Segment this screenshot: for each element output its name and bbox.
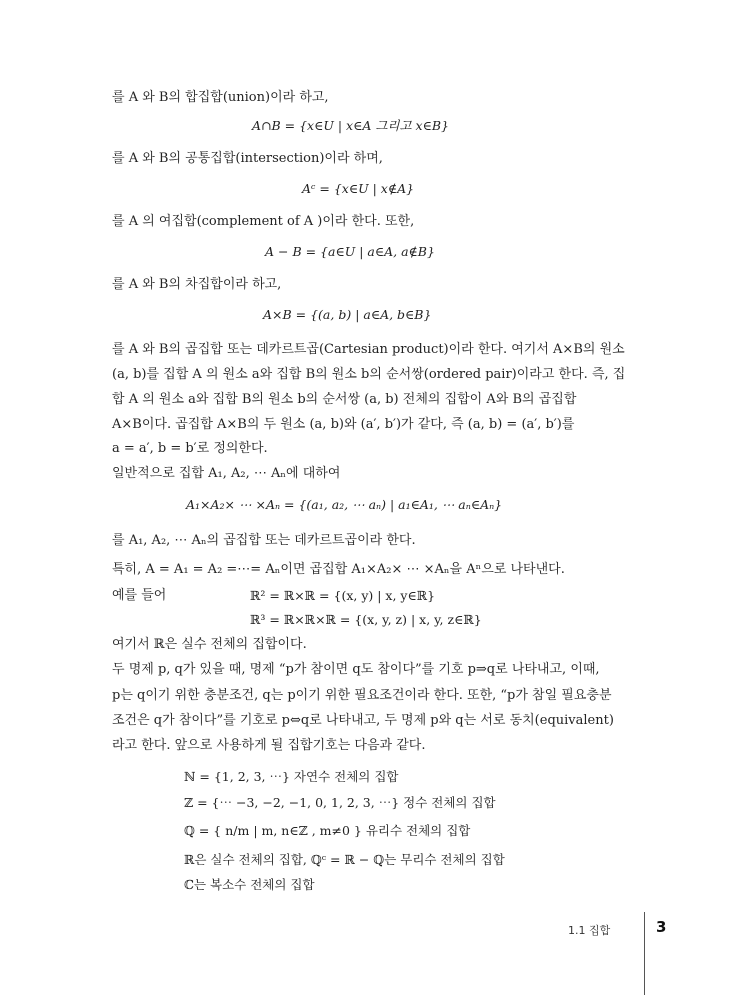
text-line-define: a = a′, b = b′로 정의한다.	[112, 441, 268, 456]
text-line-intersection: 를 A 와 B의 공통집합(intersection)이라 하며,	[112, 151, 383, 166]
text-line-product-def: 합 A 의 원소 a와 집합 B의 원소 b의 순서쌍 (a, b) 전체의 집합이 A와 B의 곱집합	[112, 392, 577, 407]
footer-divider	[644, 912, 645, 995]
section-label: 1.1 집합	[568, 924, 611, 937]
text-line-conditions: p는 q이기 위한 충분조건, q는 p이기 위한 필요조건이라 한다. 또한, “p가 참일 필요충분	[112, 688, 612, 703]
text-line-complement: 를 A 의 여집합(complement of A )이라 한다. 또한,	[112, 214, 415, 229]
equation-product: A×B = {(a, b) | a∈A, b∈B}	[263, 307, 432, 322]
text-line-power: 특히, A = A₁ = A₂ =⋯= Aₙ이면 곱집합 A₁×A₂× ⋯ ×Aₙ을 Aⁿ으로 나타낸다.	[112, 562, 565, 577]
text-line-equality: A×B이다. 곱집합 A×B의 두 원소 (a, b)와 (a′, b′)가 같다, 즉 (a, b) = (a′, b′)를	[112, 417, 575, 432]
text-line-ordered-pair: (a, b)를 집합 A 의 원소 a와 집합 B의 원소 b의 순서쌍(ordered pair)이라고 한다. 즉, 집	[112, 367, 626, 382]
text-line-reals: 여기서 ℝ은 실수 전체의 집합이다.	[112, 637, 307, 652]
set-reals-irrationals: ℝ은 실수 전체의 집합, ℚᶜ = ℝ − ℚ는 무리수 전체의 집합	[184, 852, 505, 867]
text-line-example: 예를 들어	[112, 588, 167, 603]
text-line-symbols: 라고 한다. 앞으로 사용하게 될 집합기호는 다음과 같다.	[112, 738, 426, 753]
text-line-n-product: 를 A₁, A₂, ⋯ Aₙ의 곱집합 또는 데카르트곱이라 한다.	[112, 533, 416, 548]
page-number: 3	[656, 918, 667, 936]
equation-n-product: A₁×A₂× ⋯ ×Aₙ = {(a₁, a₂, ⋯ aₙ) | a₁∈A₁, ⋯ aₙ∈Aₙ}	[186, 497, 503, 512]
set-complex: ℂ는 복소수 전체의 집합	[184, 877, 315, 892]
set-integers: ℤ = {⋯ −3, −2, −1, 0, 1, 2, 3, ⋯} 정수 전체의 집합	[184, 795, 496, 810]
text-line-equivalent: 조건은 q가 참이다”를 기호로 p⇔q로 나타내고, 두 명제 p와 q는 서로 동치(equivalent)	[112, 713, 614, 728]
text-line-general: 일반적으로 집합 A₁, A₂, ⋯ Aₙ에 대하여	[112, 466, 341, 481]
equation-difference: A − B = {a∈U | a∈A, a∉B}	[265, 244, 435, 259]
text-line-difference: 를 A 와 B의 차집합이라 하고,	[112, 277, 282, 292]
set-naturals: ℕ = {1, 2, 3, ⋯} 자연수 전체의 집합	[184, 769, 399, 784]
equation-r2: ℝ² = ℝ×ℝ = {(x, y) | x, y∈ℝ}	[250, 588, 436, 603]
text-line-union: 를 A 와 B의 합집합(union)이라 하고,	[112, 90, 329, 105]
equation-complement: Aᶜ = {x∈U | x∉A}	[302, 181, 415, 196]
text-line-implication: 두 명제 p, q가 있을 때, 명제 “p가 참이면 q도 참이다”를 기호 p⇒q로 나타내고, 이때,	[112, 662, 600, 677]
text-line-cartesian: 를 A 와 B의 곱집합 또는 데카르트곱(Cartesian product)이라 한다. 여기서 A×B의 원소	[112, 342, 625, 357]
set-rationals: ℚ = { n/m | m, n∈ℤ , m≠0 } 유리수 전체의 집합	[184, 823, 471, 838]
equation-union: A∩B = {x∈U | x∈A 그리고 x∈B}	[252, 118, 449, 133]
equation-r3: ℝ³ = ℝ×ℝ×ℝ = {(x, y, z) | x, y, z∈ℝ}	[250, 612, 482, 627]
